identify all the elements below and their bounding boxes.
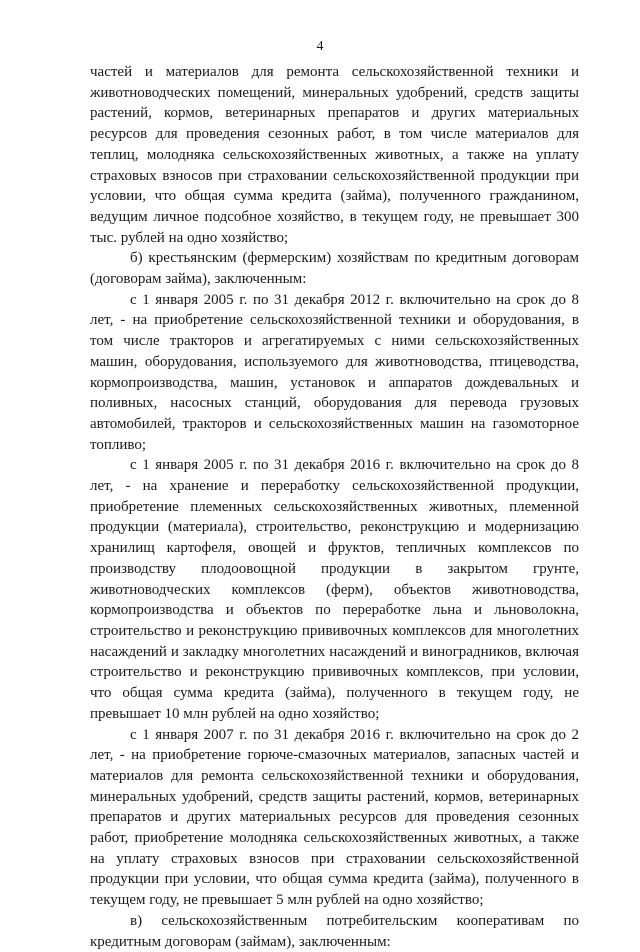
paragraph-2005-2016: с 1 января 2005 г. по 31 декабря 2016 г. включительно на срок до 8 лет, - на хранение и переработку сельскохозяйственной продукции, приобретение племенных сельскохозяйственных животных, племенной продукции (материала), строительство, реконструкцию и модернизацию хранилищ картофеля, овощей и фруктов, тепличных комплексов по производству плодоовощной продукции в закрытом грунте, животноводческих комплексов (ферм), объектов животноводства, кормопроизводства и объектов по переработке льна и льноволокна, строительство и реконструкцию прививочных комплексов для многолетних насаждений и закладку многолетних насаждений и виноградников, включая строительство и реконструкцию прививочных комплексов, при условии, что общая сумма кредита (займа), полученного в текущем году, не превышает 10 млн рублей на одно хозяйство;: [90, 457, 579, 722]
paragraph-item-v: в) сельскохозяйственным потребительским кооперативам по кредитным договорам (займам), заключенным:: [90, 912, 579, 950]
document-body: [90, 62, 579, 952]
paragraph-continuation: частей и материалов для ремонта сельскохозяйственной техники и животноводческих помещений, минеральных удобрений, средств защиты растений, кормов, ветеринарных препаратов и других материальных ресурсов для проведения сезонных работ, в том числе материалов для теплиц, молодняка сельскохозяйственных животных, а также на уплату страховых взносов при страховании сельскохозяйственной продукции при условии, что общая сумма кредита (займа), полученного гражданином, ведущим личное подсобное хозяйство, в текущем году, не превышает 300 тыс. рублей на одно хозяйство;: [90, 64, 579, 246]
paragraph-2007-2016: с 1 января 2007 г. по 31 декабря 2016 г. включительно на срок до 2 лет, - на приобретение горюче-смазочных материалов, запасных частей и материалов для ремонта сельскохозяйственной техники и оборудования, минеральных удобрений, средств защиты растений, кормов, ветеринарных препаратов и других материальных ресурсов для проведения сезонных работ, приобретение молодняка сельскохозяйственных животных, а также на уплату страховых взносов при страховании сельскохозяйственной продукции при условии, что общая сумма кредита (займа), полученного в текущем году, не превышает 5 млн рублей на одно хозяйство;: [90, 726, 579, 909]
page-number: 4: [316, 39, 324, 54]
paragraph-item-b: б) крестьянским (фермерским) хозяйствам по кредитным договорам (договорам займа), заключенным:: [90, 250, 579, 288]
paragraph-2005-2012: с 1 января 2005 г. по 31 декабря 2012 г. включительно на срок до 8 лет, - на приобретение сельскохозяйственной техники и оборудования, в том числе тракторов и агрегатируемых с ними сельскохозяйственных машин, оборудования, используемого для животноводства, птицеводства, кормопроизводства, машин, установок и аппаратов дождевальных и поливных, насосных станций, оборудования для перевода грузовых автомобилей, тракторов и сельскохозяйственных машин на газомоторное топливо;: [90, 291, 579, 453]
